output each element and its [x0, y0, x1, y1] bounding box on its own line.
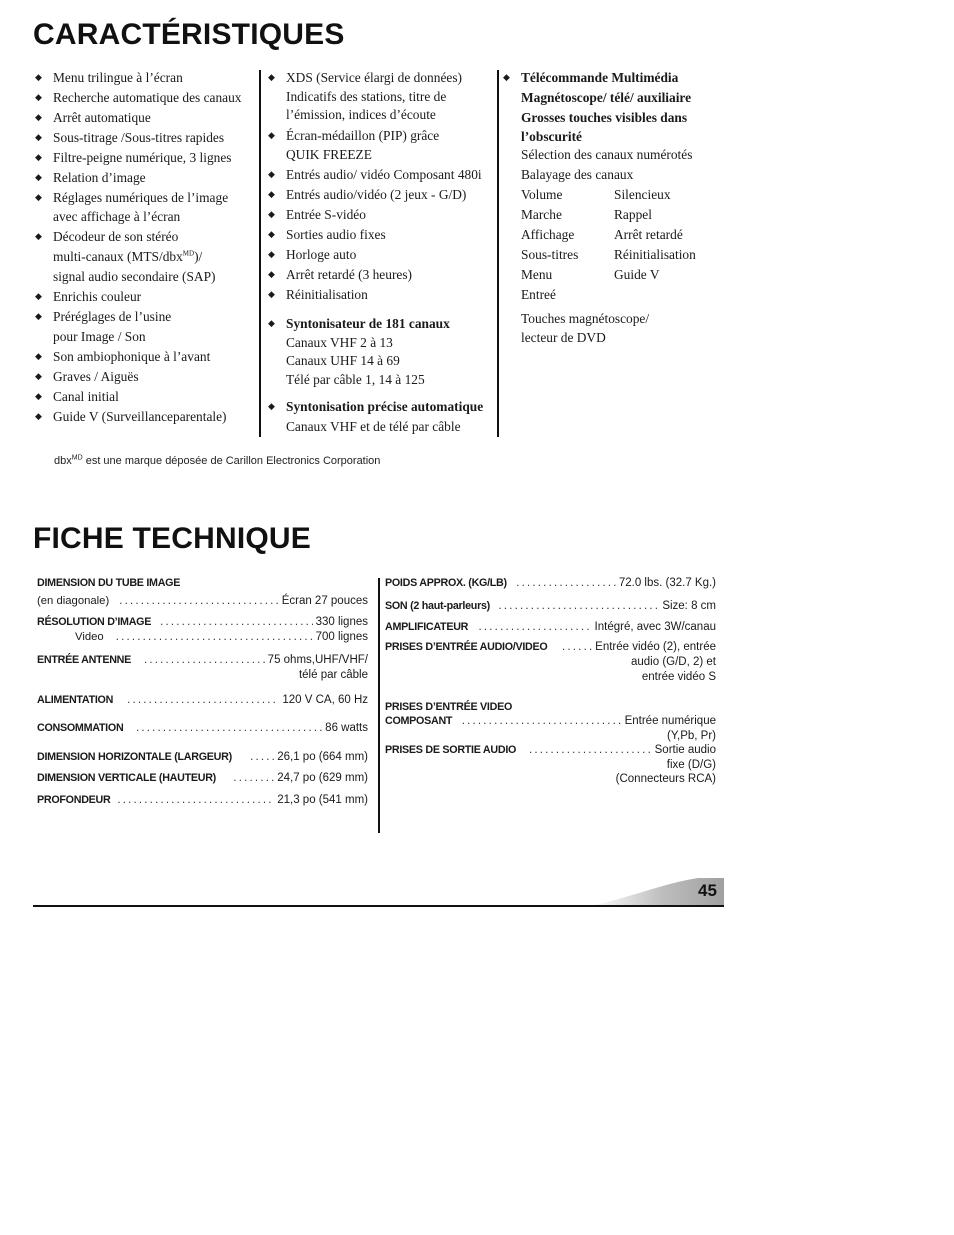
feature-item: ◆ Filtre-peigne numérique, 3 lignes: [35, 148, 257, 168]
spec-row-amplifier: AMPLIFICATEUR . . . Intégré, avec 3W/canau: [385, 621, 716, 633]
feature-item: ◆ Entrés audio/ vidéo Composant 480i: [268, 165, 496, 185]
remote-key-grid: Volume Silencieux Marche Rappel Affichage Arrêt retardé Sous-titres Réinitialisation Menu Guide V: [521, 187, 696, 282]
feature-item: ◆ Réglages numériques de l’image avec affichage à l’écran: [35, 190, 229, 224]
specs-left-column: [37, 577, 368, 806]
feature-item: ◆ Écran-médaillon (PIP) grâce QUIK FREEZE: [268, 128, 440, 162]
feature-item: ◆ Horloge auto: [268, 245, 496, 265]
column-divider: [497, 70, 499, 437]
spec-row-tube: DIMENSION DU TUBE IMAGE: [37, 577, 181, 589]
title-fiche-technique: FICHE TECHNIQUE: [33, 522, 312, 555]
diamond-bullet-icon: ◆: [35, 73, 42, 83]
spec-row-antenna: ENTRÉE ANTENNE . . . 75 ohms,UHF/VHF/: [37, 654, 368, 666]
diamond-bullet-icon: ◆: [268, 210, 275, 220]
spec-row-video: Video . . . 700 lignes: [37, 631, 368, 643]
feature-item: ◆ Entrée S-vidéo: [268, 205, 496, 225]
feature-item: ◆ XDS (Service élargi de données) Indicatifs des stations, titre de l’émission, indices d’écoute: [268, 70, 463, 122]
diamond-bullet-icon: ◆: [35, 133, 42, 143]
diamond-bullet-icon: ◆: [35, 392, 42, 402]
diamond-bullet-icon: ◆: [35, 113, 42, 123]
feature-item: ◆ Entrés audio/vidéo (2 jeux - G/D): [268, 185, 496, 205]
spec-row-av-input: PRISES D’ENTRÉE AUDIO/VIDEO . . . Entrée vidéo (2), entrée: [385, 641, 716, 653]
diamond-bullet-icon: ◆: [268, 250, 275, 260]
diamond-bullet-icon: ◆: [268, 230, 275, 240]
diamond-bullet-icon: ◆: [35, 412, 42, 422]
feature-item: ◆ Sorties audio fixes: [268, 225, 496, 245]
feature-item: ◆ Sous-titrage /Sous-titres rapides: [35, 128, 257, 148]
feature-item: ◆ Recherche automatique des canaux: [35, 88, 257, 108]
diamond-bullet-icon: ◆: [35, 173, 42, 183]
title-caracteristiques: CARACTÉRISTIQUES: [33, 18, 345, 51]
feature-item-finetune: ◆ Syntonisation précise automatique Canaux VHF et de télé par câble: [268, 399, 484, 434]
spec-row-power: ALIMENTATION . . . 120 V CA, 60 Hz: [37, 694, 368, 706]
feature-item: ◆ Décodeur de son stéréo multi-canaux (MTS/dbx$^{MD}$)/ signal audio secondaire (SAP): [35, 229, 216, 284]
feature-item: ◆ Enrichis couleur: [35, 287, 257, 307]
spec-row-component: COMPOSANT . . . Entrée numérique: [385, 715, 716, 727]
diamond-bullet-icon: ◆: [35, 312, 42, 322]
feature-item-tuner: ◆ Syntonisateur de 181 canaux Canaux VHF 2 à 13 Canaux UHF 14 à 69 Télé par câble 1, 14 à 125: [268, 316, 450, 387]
feature-item: ◆ Graves / Aiguës: [35, 367, 257, 387]
column-divider: [259, 70, 261, 437]
spec-row-diagonal: (en diagonale) . . . Écran 27 pouces: [37, 595, 368, 607]
diamond-bullet-icon: ◆: [268, 270, 275, 280]
diamond-bullet-icon: ◆: [268, 170, 275, 180]
diamond-bullet-icon: ◆: [35, 372, 42, 382]
spec-row-component-cont: (Y,Pb, Pr): [667, 730, 716, 742]
feature-item: ◆ Relation d’image: [35, 168, 257, 188]
diamond-bullet-icon: ◆: [35, 232, 42, 242]
spec-row-weight: POIDS APPROX. (KG/LB) . . . 72.0 lbs. (32.7 Kg.): [385, 577, 716, 589]
spec-row-height: DIMENSION VERTICALE (HAUTEUR) . . . 24,7 po (629 mm): [37, 772, 368, 784]
diamond-bullet-icon: ◆: [268, 402, 275, 412]
feature-item: ◆ Arrêt automatique: [35, 108, 257, 128]
spec-row-depth: PROFONDEUR . . . 21,3 po (541 mm): [37, 794, 368, 806]
spec-row-width: DIMENSION HORIZONTALE (LARGEUR) . . . 26,1 po (664 mm): [37, 751, 368, 763]
page-number: 45: [698, 881, 717, 900]
features-column-1: [35, 68, 257, 427]
features-column-3: [503, 68, 718, 346]
diamond-bullet-icon: ◆: [503, 73, 510, 83]
spec-row-component-title: PRISES D’ENTRÉE VIDEO: [385, 701, 513, 713]
diamond-bullet-icon: ◆: [35, 193, 42, 203]
spec-row-audio-out-cont: fixe (D/G): [666, 759, 716, 771]
spec-row-resolution: RÉSOLUTION D’IMAGE . . . 330 lignes: [37, 616, 368, 628]
spec-row-av-input-cont: entrée vidéo S: [641, 671, 716, 683]
specs-divider: [378, 578, 380, 833]
spec-row-audio-out: PRISES DE SORTIE AUDIO . . . Sortie audio: [385, 744, 716, 756]
spec-row-speakers: SON (2 haut-parleurs) . . . Size: 8 cm: [385, 600, 716, 612]
feature-item: ◆ Menu trilingue à l’écran: [35, 68, 257, 88]
feature-item: ◆ Guide V (Surveillanceparentale): [35, 407, 257, 427]
footnote: dbx$^{MD}$ est une marque déposée de Carillon Electronics Corporation: [54, 454, 381, 467]
diamond-bullet-icon: ◆: [35, 153, 42, 163]
feature-item: ◆ Son ambiophonique à l’avant: [35, 347, 257, 367]
diamond-bullet-icon: ◆: [268, 190, 275, 200]
diamond-bullet-icon: ◆: [268, 73, 275, 83]
spec-row-consumption: CONSOMMATION . . . 86 watts: [37, 722, 368, 734]
feature-item: ◆ Préréglages de l’usine pour Image / Son: [35, 309, 172, 344]
diamond-bullet-icon: ◆: [268, 290, 275, 300]
spec-row-audio-out-cont: (Connecteurs RCA): [615, 773, 716, 785]
diamond-bullet-icon: ◆: [268, 319, 275, 329]
specs-right-column: [385, 577, 716, 785]
diamond-bullet-icon: ◆: [35, 292, 42, 302]
feature-item: ◆ Réinitialisation: [268, 285, 496, 305]
features-column-2: [268, 68, 496, 437]
diamond-bullet-icon: ◆: [35, 352, 42, 362]
feature-item-remote: ◆ Télécommande Multimédia Magnétoscope/ télé/ auxiliaire Grosses touches visibles dans l’obscurité Sélection des canaux numérotés Balayage des canaux Volume Silencieux Marche Rappel Affichage Arrêt retardé Sous-titres Réinitialisation Menu Guide V Entreé Touches magnétoscope/ lecteur de DVD: [503, 68, 718, 346]
bottom-rule: [33, 905, 724, 907]
feature-item: ◆ Arrêt retardé (3 heures): [268, 265, 496, 285]
spec-row-av-input-cont: audio (G/D, 2) et: [630, 656, 716, 668]
diamond-bullet-icon: ◆: [35, 93, 42, 103]
feature-item: ◆ Canal initial: [35, 387, 257, 407]
diamond-bullet-icon: ◆: [268, 131, 275, 141]
spec-row-antenna-cont: télé par câble: [298, 669, 368, 681]
